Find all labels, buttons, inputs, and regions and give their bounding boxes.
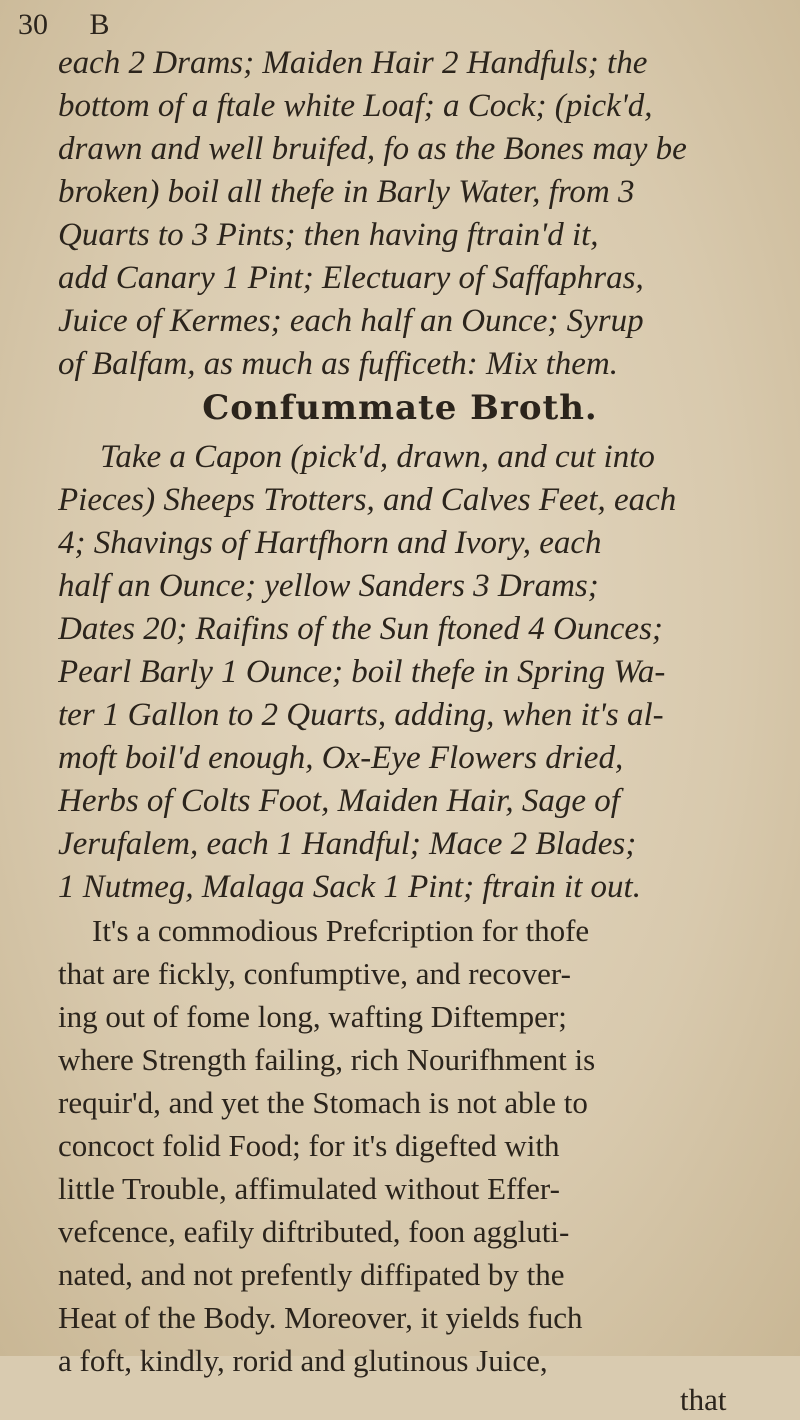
- text-line: each 2 Drams; Maiden Hair 2 Handfuls; the: [58, 45, 648, 81]
- text-line: where Strength failing, rich Nourifhment is: [58, 1042, 596, 1077]
- text-line: little Trouble, affimulated without Effer-: [58, 1171, 560, 1206]
- page-header: [18, 8, 144, 44]
- text-line: drawn and well bruifed, fo as the Bones may be: [58, 131, 687, 167]
- text-line: 4; Shavings of Hartfhorn and Ivory, each: [58, 525, 602, 561]
- catchword: that: [680, 1382, 727, 1417]
- text-line: of Balfam, as much as fufficeth: Mix them.: [58, 346, 618, 382]
- text-line: Heat of the Body. Moreover, it yields fuch: [58, 1300, 583, 1335]
- text-line: It's a commodious Prefcription for thofe: [92, 913, 590, 948]
- text-line: Juice of Kermes; each half an Ounce; Syrup: [58, 303, 644, 339]
- text-line: nated, and not prefently diffipated by the: [58, 1257, 565, 1292]
- text-line: Jerufalem, each 1 Handful; Mace 2 Blades;: [58, 826, 637, 862]
- text-line: a foft, kindly, rorid and glutinous Juice,: [58, 1343, 548, 1378]
- text-line: half an Ounce; yellow Sanders 3 Drams;: [58, 568, 599, 604]
- text-line: Quarts to 3 Pints; then having ftrain'd it,: [58, 217, 599, 253]
- text-line: that are fickly, confumptive, and recover-: [58, 956, 571, 991]
- text-line: Herbs of Colts Foot, Maiden Hair, Sage of: [58, 783, 620, 819]
- text-line: concoct folid Food; for it's digefted with: [58, 1128, 560, 1163]
- section-title: Confummate Broth.: [202, 388, 598, 428]
- text-line: bottom of a ftale white Loaf; a Cock; (pick'd,: [58, 88, 653, 124]
- page-number: 30: [18, 8, 48, 41]
- text-line: vefcence, eafily diftributed, foon aggluti-: [58, 1214, 570, 1249]
- signature-mark: B: [89, 8, 110, 41]
- text-line: moft boil'd enough, Ox-Eye Flowers dried,: [58, 740, 624, 776]
- text-line: add Canary 1 Pint; Electuary of Saffaphras,: [58, 260, 644, 296]
- text-line: 1 Nutmeg, Malaga Sack 1 Pint; ftrain it out.: [58, 869, 641, 905]
- text-line: broken) boil all thefe in Barly Water, from 3: [58, 174, 635, 210]
- text-line: Pieces) Sheeps Trotters, and Calves Feet, each: [58, 482, 677, 518]
- text-line: Pearl Barly 1 Ounce; boil thefe in Spring Wa-: [58, 654, 666, 690]
- text-line: Take a Capon (pick'd, drawn, and cut into: [100, 439, 655, 475]
- text-line: requir'd, and yet the Stomach is not able to: [58, 1085, 588, 1120]
- text-line: Dates 20; Raifins of the Sun ftoned 4 Ounces;: [58, 611, 663, 647]
- text-line: ter 1 Gallon to 2 Quarts, adding, when it's al-: [58, 697, 664, 733]
- text-line: ing out of fome long, wafting Diftemper;: [58, 999, 567, 1034]
